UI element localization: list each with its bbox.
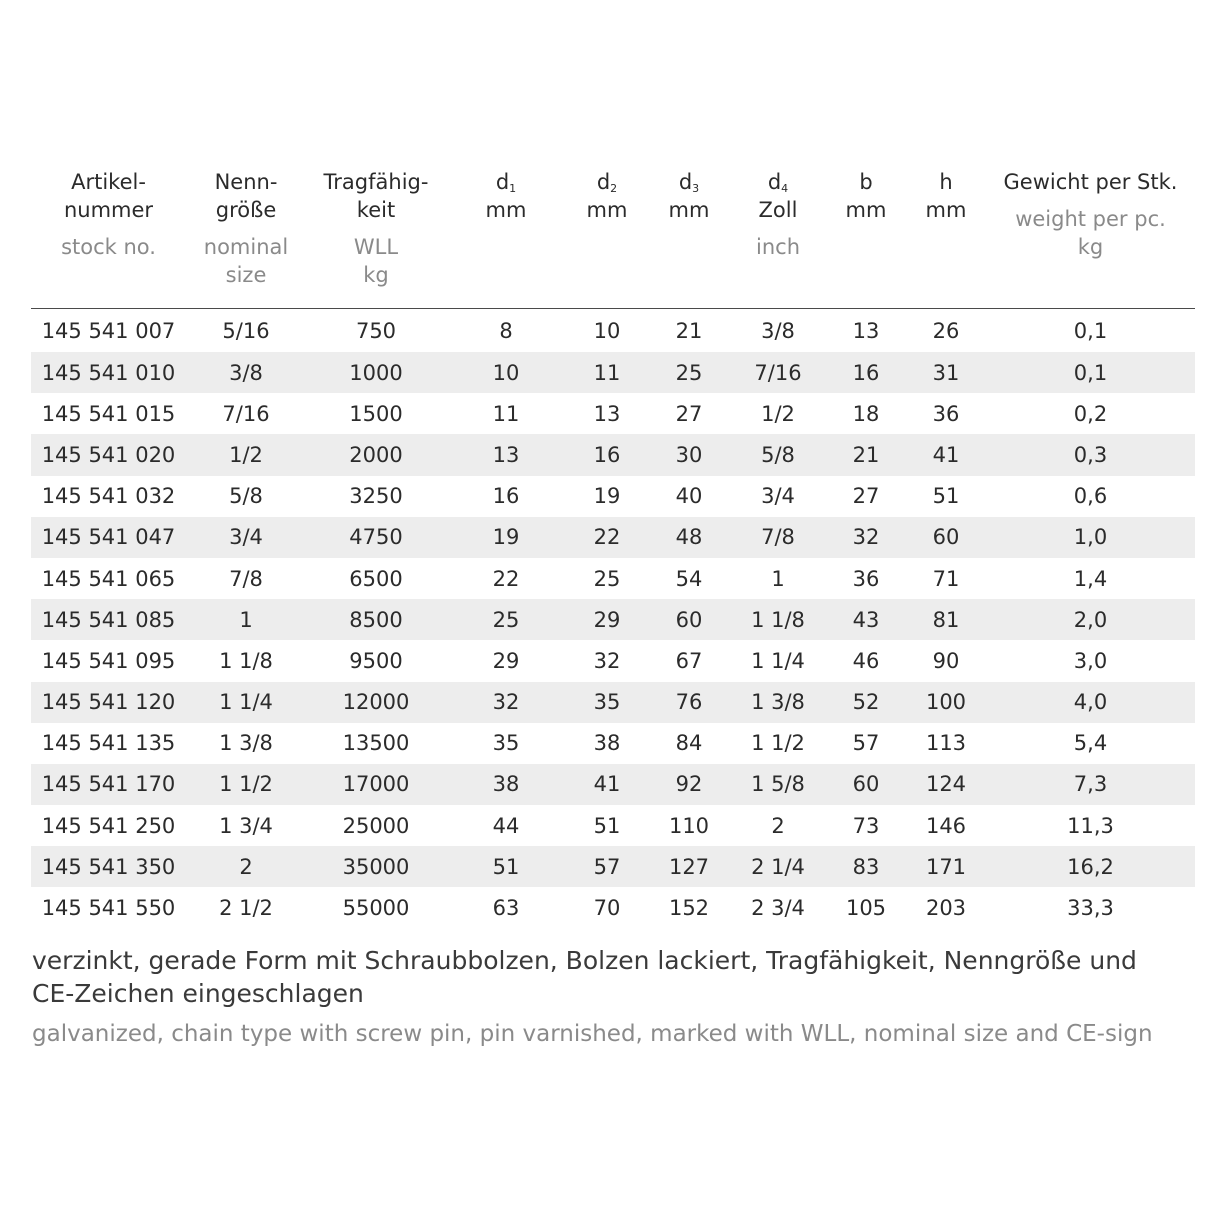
cell-b: 36	[852, 566, 880, 591]
cell-d3: 92	[648, 764, 730, 805]
cell-b: 13	[852, 318, 880, 343]
cell-nominal-size: 2 1/2	[219, 896, 273, 921]
header-symbol: $d_3$ mm	[668, 170, 710, 222]
cell-d1: 22	[492, 566, 520, 591]
cell-stock-no: 145 541 120	[31, 682, 186, 723]
cell-wll: 55000	[342, 896, 410, 921]
header-symbol: $d_1$ mm	[485, 170, 527, 222]
header-d1	[446, 168, 566, 309]
spec-table	[31, 168, 1195, 929]
cell-d2: 38	[593, 731, 621, 756]
cell-nominal-size: 1 3/4	[219, 813, 273, 838]
cell-nominal-size: 2	[186, 846, 306, 887]
cell-h: 26	[932, 318, 960, 343]
table-row	[31, 723, 1195, 764]
cell-b: 32	[826, 517, 906, 558]
cell-nominal-size: 1 3/8	[219, 731, 273, 756]
cell-h: 71	[932, 566, 960, 591]
header-stock-no	[31, 168, 186, 309]
cell-nominal-size: 1	[186, 599, 306, 640]
cell-weight: 2,0	[986, 599, 1195, 640]
header-wll	[306, 168, 446, 309]
header-label-de: Nenn- größe	[214, 170, 278, 222]
cell-d4: 2 1/4	[730, 846, 826, 887]
cell-b: 43	[826, 599, 906, 640]
cell-wll: 9500	[349, 648, 403, 673]
header-label-en: weight per pc. kg	[1015, 207, 1166, 259]
cell-d2: 10	[593, 318, 621, 343]
cell-nominal-size: 3/8	[186, 352, 306, 393]
cell-nominal-size: 7/16	[222, 401, 270, 426]
cell-d1: 35	[492, 731, 520, 756]
header-symbol: b mm	[845, 170, 887, 222]
cell-nominal-size: 1 1/4	[186, 682, 306, 723]
table-row	[31, 352, 1195, 393]
cell-weight: 0,3	[986, 434, 1195, 475]
table-row	[31, 682, 1195, 723]
cell-weight: 11,3	[1067, 813, 1114, 838]
cell-h: 81	[906, 599, 986, 640]
cell-weight: 16,2	[986, 846, 1195, 887]
cell-h: 41	[906, 434, 986, 475]
table-row	[31, 517, 1195, 558]
cell-stock-no: 145 541 015	[41, 401, 176, 426]
cell-weight: 3,0	[1073, 648, 1108, 673]
cell-weight: 0,1	[986, 352, 1195, 393]
cell-d4: 1 1/2	[751, 731, 805, 756]
cell-wll: 3250	[349, 484, 403, 509]
cell-d3: 21	[675, 318, 703, 343]
cell-b: 105	[845, 896, 887, 921]
cell-weight: 33,3	[1067, 896, 1114, 921]
cell-wll: 6500	[349, 566, 403, 591]
table-row	[31, 846, 1195, 887]
header-label-de: Tragfähig- keit	[323, 170, 429, 222]
cell-d2: 57	[566, 846, 648, 887]
header-label-en: inch	[756, 235, 800, 259]
cell-nominal-size: 1 1/8	[219, 648, 273, 673]
header-symbol: h mm	[925, 170, 967, 222]
cell-stock-no: 145 541 010	[31, 352, 186, 393]
cell-d4: 3/4	[761, 484, 795, 509]
cell-d1: 13	[446, 434, 566, 475]
cell-d4: 1/2	[761, 401, 795, 426]
cell-d1: 8	[499, 318, 513, 343]
cell-d1: 16	[492, 484, 520, 509]
cell-d3: 54	[675, 566, 703, 591]
cell-stock-no: 145 541 170	[31, 764, 186, 805]
cell-b: 16	[826, 352, 906, 393]
cell-d4: 1 1/4	[751, 648, 805, 673]
cell-weight: 1,4	[1073, 566, 1108, 591]
cell-d4: 1 5/8	[730, 764, 826, 805]
cell-stock-no: 145 541 007	[41, 318, 176, 343]
cell-d2: 35	[566, 682, 648, 723]
cell-weight: 0,6	[1073, 484, 1108, 509]
cell-wll: 750	[355, 318, 397, 343]
cell-h: 90	[932, 648, 960, 673]
cell-nominal-size: 5/16	[222, 318, 270, 343]
header-label-en: nominal size	[203, 235, 289, 287]
cell-d3: 110	[668, 813, 710, 838]
cell-wll: 1000	[306, 352, 446, 393]
cell-nominal-size: 1/2	[186, 434, 306, 475]
header-label-en: WLL kg	[353, 235, 399, 287]
cell-d2: 29	[566, 599, 648, 640]
cell-b: 18	[852, 401, 880, 426]
cell-stock-no: 145 541 032	[41, 484, 176, 509]
cell-d2: 51	[593, 813, 621, 838]
cell-d1: 19	[446, 517, 566, 558]
cell-d2: 16	[566, 434, 648, 475]
cell-d4: 1	[771, 566, 785, 591]
header-subscript: 4	[781, 182, 789, 195]
cell-weight: 0,2	[1073, 401, 1108, 426]
cell-wll: 17000	[306, 764, 446, 805]
cell-b: 21	[826, 434, 906, 475]
cell-nominal-size: 1 1/2	[186, 764, 306, 805]
cell-d3: 48	[648, 517, 730, 558]
cell-d2: 32	[593, 648, 621, 673]
cell-d4: 7/8	[730, 517, 826, 558]
cell-h: 60	[906, 517, 986, 558]
cell-wll: 13500	[342, 731, 410, 756]
cell-d4: 1 1/8	[730, 599, 826, 640]
cell-stock-no: 145 541 550	[41, 896, 176, 921]
cell-b: 27	[852, 484, 880, 509]
header-subscript: 3	[692, 182, 700, 195]
cell-d3: 67	[675, 648, 703, 673]
cell-h: 36	[932, 401, 960, 426]
cell-stock-no: 145 541 135	[41, 731, 176, 756]
cell-d1: 32	[446, 682, 566, 723]
cell-h: 124	[906, 764, 986, 805]
header-b	[826, 168, 906, 309]
cell-h: 146	[925, 813, 967, 838]
cell-b: 52	[826, 682, 906, 723]
header-symbol: $d_4$ Zoll	[758, 170, 798, 222]
cell-wll: 2000	[306, 434, 446, 475]
cell-d4: 2	[771, 813, 785, 838]
cell-nominal-size: 5/8	[229, 484, 263, 509]
cell-d4: 3/8	[761, 318, 795, 343]
cell-b: 83	[826, 846, 906, 887]
cell-nominal-size: 7/8	[229, 566, 263, 591]
cell-d2: 22	[566, 517, 648, 558]
cell-stock-no: 145 541 085	[31, 599, 186, 640]
header-nominal-size	[186, 168, 306, 309]
header-subscript: 2	[610, 182, 618, 195]
table-row	[31, 887, 1195, 928]
header-d2	[566, 168, 648, 309]
cell-d1: 11	[492, 401, 520, 426]
cell-d3: 40	[675, 484, 703, 509]
cell-wll: 4750	[306, 517, 446, 558]
table-row	[31, 476, 1195, 517]
cell-h: 51	[932, 484, 960, 509]
cell-d2: 19	[593, 484, 621, 509]
table-row	[31, 805, 1195, 846]
cell-d3: 60	[648, 599, 730, 640]
table-row	[31, 640, 1195, 681]
cell-d1: 25	[446, 599, 566, 640]
header-label-en: stock no.	[61, 235, 156, 259]
cell-stock-no: 145 541 250	[41, 813, 176, 838]
description-german: verzinkt, gerade Form mit Schraubbolzen, Bolzen lackiert, Tragfähigkeit, Nenngröße und CE-Zeichen eingeschlagen	[32, 946, 1137, 1008]
table-row	[31, 393, 1195, 434]
cell-weight: 7,3	[986, 764, 1195, 805]
cell-h: 113	[925, 731, 967, 756]
cell-stock-no: 145 541 095	[41, 648, 176, 673]
cell-weight: 4,0	[986, 682, 1195, 723]
cell-d1: 10	[446, 352, 566, 393]
header-d4	[730, 168, 826, 309]
cell-weight: 1,0	[986, 517, 1195, 558]
cell-d1: 44	[492, 813, 520, 838]
cell-stock-no: 145 541 020	[31, 434, 186, 475]
cell-d3: 27	[675, 401, 703, 426]
cell-d4: 2 3/4	[751, 896, 805, 921]
cell-wll: 8500	[306, 599, 446, 640]
table-row	[31, 599, 1195, 640]
header-weight	[986, 168, 1195, 309]
cell-wll: 1500	[349, 401, 403, 426]
cell-d2: 70	[593, 896, 621, 921]
cell-weight: 0,1	[1073, 318, 1108, 343]
cell-stock-no: 145 541 047	[31, 517, 186, 558]
cell-stock-no: 145 541 350	[31, 846, 186, 887]
cell-d4: 5/8	[730, 434, 826, 475]
table-row	[31, 558, 1195, 599]
cell-d3: 152	[668, 896, 710, 921]
header-subscript: 1	[509, 182, 517, 195]
header-h	[906, 168, 986, 309]
cell-b: 60	[826, 764, 906, 805]
cell-d3: 76	[648, 682, 730, 723]
cell-d2: 11	[566, 352, 648, 393]
header-label-de: Gewicht per Stk.	[1003, 170, 1178, 194]
cell-wll: 12000	[306, 682, 446, 723]
cell-weight: 5,4	[1073, 731, 1108, 756]
cell-b: 73	[852, 813, 880, 838]
cell-wll: 25000	[342, 813, 410, 838]
cell-b: 57	[852, 731, 880, 756]
cell-d1: 29	[492, 648, 520, 673]
header-d3	[648, 168, 730, 309]
table-row	[31, 434, 1195, 475]
table-body	[31, 309, 1195, 929]
cell-wll: 35000	[306, 846, 446, 887]
cell-stock-no: 145 541 065	[41, 566, 176, 591]
cell-d3: 84	[675, 731, 703, 756]
header-label-de: Artikel- nummer	[63, 170, 154, 222]
cell-b: 46	[852, 648, 880, 673]
cell-h: 100	[906, 682, 986, 723]
cell-h: 171	[906, 846, 986, 887]
cell-d1: 51	[446, 846, 566, 887]
description-english: galvanized, chain type with screw pin, pin varnished, marked with WLL, nominal size and CE-sign	[32, 1021, 1153, 1047]
cell-d1: 63	[492, 896, 520, 921]
cell-d4: 1 3/8	[730, 682, 826, 723]
cell-d2: 25	[593, 566, 621, 591]
header-symbol: $d_2$ mm	[586, 170, 628, 222]
header-row	[31, 168, 1195, 309]
cell-d1: 38	[446, 764, 566, 805]
cell-d2: 41	[566, 764, 648, 805]
cell-h: 31	[906, 352, 986, 393]
table-row	[31, 764, 1195, 805]
cell-nominal-size: 3/4	[186, 517, 306, 558]
cell-d2: 13	[593, 401, 621, 426]
cell-d4: 7/16	[730, 352, 826, 393]
cell-d3: 25	[648, 352, 730, 393]
table-row	[31, 309, 1195, 353]
cell-h: 203	[925, 896, 967, 921]
cell-d3: 30	[648, 434, 730, 475]
cell-d3: 127	[648, 846, 730, 887]
